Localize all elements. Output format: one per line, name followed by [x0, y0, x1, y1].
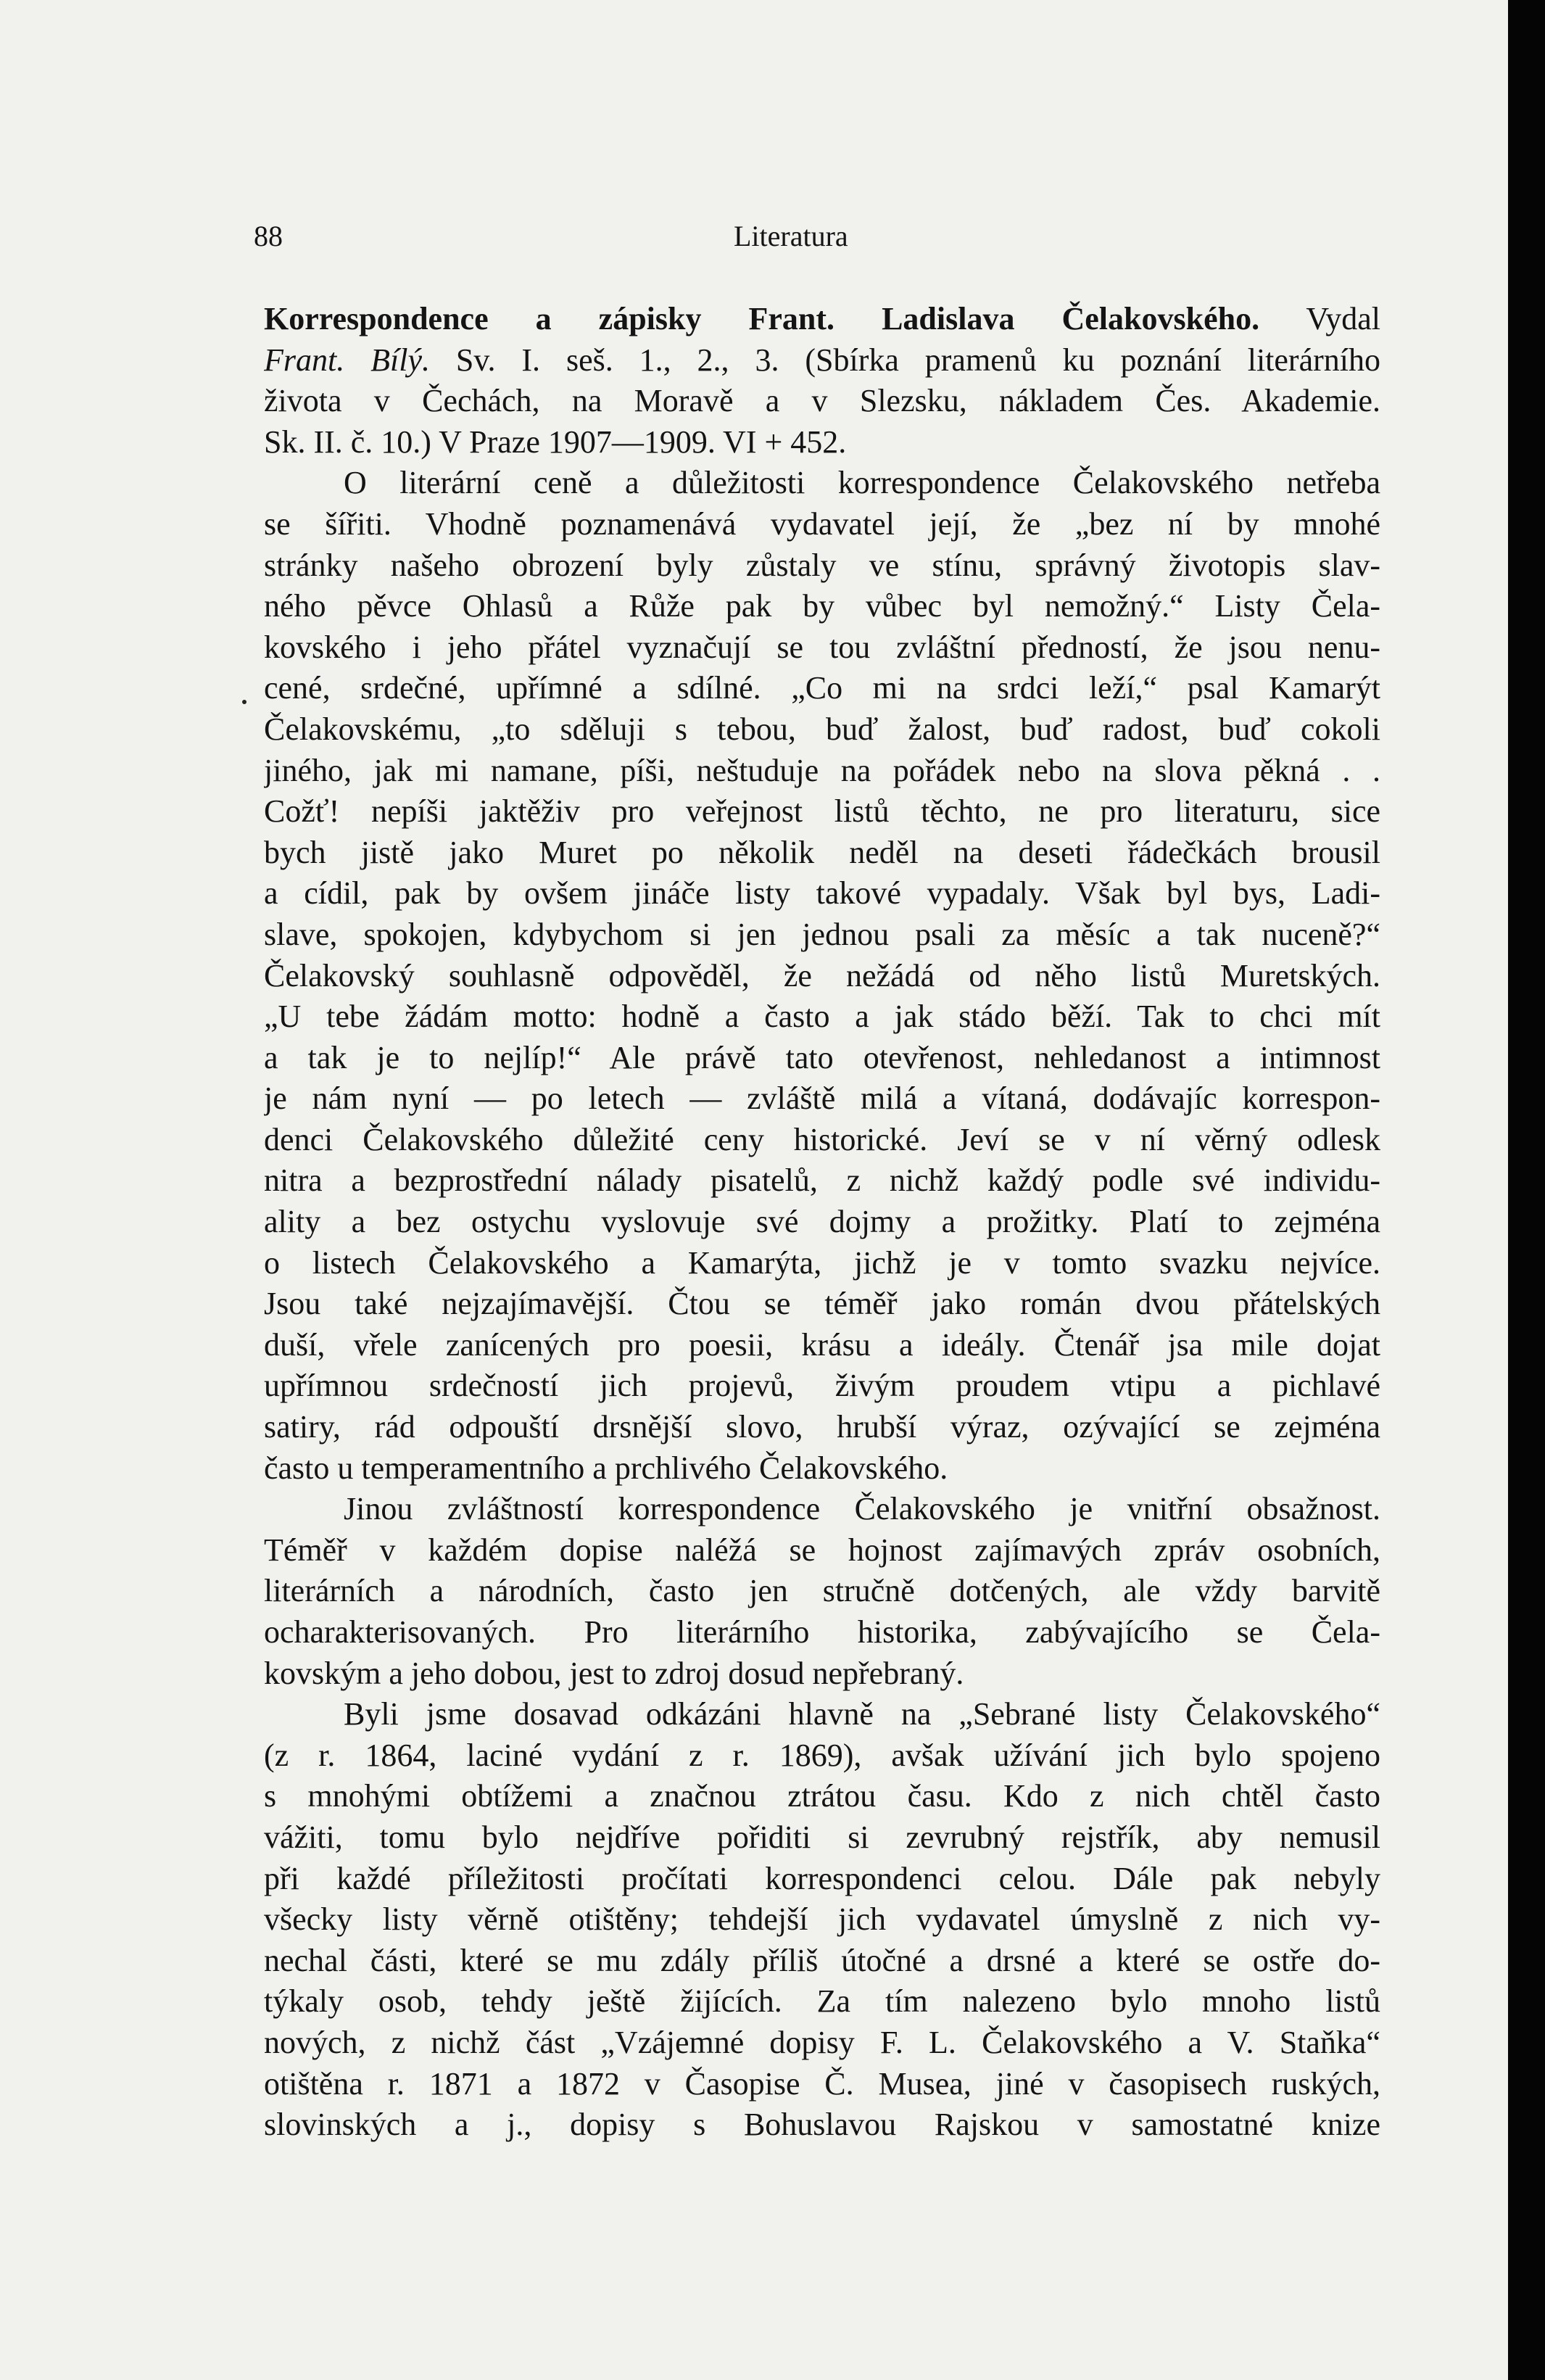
entry-line-1	[264, 340, 1380, 381]
body-line: literárních a národních, často jen stručně dotčených, ale vždy barvitě	[264, 1573, 1380, 1609]
body-line: Čelakovský souhlasně odpověděl, že nežádá od něho listů Muretských.	[264, 957, 1380, 993]
body-line: Jinou zvláštností korrespondence Čelakovského je vnitřní obsažnost.	[344, 1491, 1380, 1527]
body-line: a tak je to nejlíp!“ Ale právě tato otevřenost, nehledanost a intimnost	[264, 1039, 1380, 1075]
body-line: s mnohými obtížemi a značnou ztrátou času. Kdo z nich chtěl často	[264, 1778, 1380, 1814]
body-line: nitra a bezprostřední nálady pisatelů, z nichž každý podle své individu-	[264, 1162, 1380, 1199]
body-line: týkaly osob, tehdy ještě žijících. Za tím nalezeno bylo mnoho listů	[264, 1983, 1380, 2020]
body-line: se šířiti. Vhodně poznamenává vydavatel její, že „bez ní by mnohé	[264, 505, 1380, 542]
body-line: Cožť! nepíši jaktěživ pro veřejnost listů těchto, ne pro literaturu, sice	[264, 793, 1380, 830]
margin-dot	[242, 700, 247, 704]
entry-line-3: Sk. II. č. 10.) V Praze 1907—1909. VI + 452.	[264, 423, 847, 460]
body-line: slave, spokojen, kdybychom si jen jednou psali za měsíc a tak nuceně?“	[264, 916, 1380, 952]
body-line: Byli jsme dosavad odkázáni hlavně na „Sebrané listy Čelakovského“	[344, 1696, 1380, 1732]
body-line: otištěna r. 1871 a 1872 v Časopise Č. Musea, jiné v časopisech ruských,	[264, 2065, 1380, 2102]
entry-line-1-rest: Sv. I. seš. 1., 2., 3. (Sbírka pramenů ku poznání literárního	[429, 342, 1380, 378]
body-line: satiry, rád odpouští drsnější slovo, hrubší výraz, ozývající se zejména	[264, 1409, 1380, 1445]
body-line: Jsou také nejzajímavější. Čtou se téměř jako román dvou přátelských	[264, 1286, 1380, 1322]
body-line: nechal části, které se mu zdály příliš útočné a drsné a které se ostře do-	[264, 1942, 1380, 1978]
body-line: všecky listy věrně otištěny; tehdejší jich vydavatel úmyslně z nich vy-	[264, 1901, 1380, 1938]
body-line: slovinských a j., dopisy s Bohuslavou Rajskou v samostatné knize	[264, 2107, 1380, 2143]
body-line: stránky našeho obrození byly zůstaly ve stínu, správný životopis slav-	[264, 547, 1380, 583]
body-line: ality a bez ostychu vyslovuje své dojmy a prožitky. Platí to zejména	[264, 1204, 1380, 1240]
body-line: jiného, jak mi namane, píši, neštuduje na pořádek nebo na slova pěkná . .	[264, 752, 1380, 788]
body-line: cené, srdečné, upřímné a sdílné. „Co mi na srdci leží,“ psal Kamarýt	[264, 670, 1380, 706]
entry-title-line	[264, 299, 1380, 340]
entry-line-2: života v Čechách, na Moravě a v Slezsku, nákladem Čes. Akademie.	[264, 383, 1380, 419]
body-line: často u temperamentního a prchlivého Čelakovského.	[264, 1450, 948, 1486]
body-line: kovským a jeho dobou, jest to zdroj dosud nepřebraný.	[264, 1655, 964, 1691]
body-line: vážiti, tomu bylo nejdříve pořiditi si zevrubný rejstřík, aby nemusil	[264, 1819, 1380, 1855]
body-line: duší, vřele zanícených pro poesii, krásu a ideály. Čtenář jsa mile dojat	[264, 1326, 1380, 1363]
body-line: denci Čelakovského důležité ceny historické. Jeví se v ní věrný odlesk	[264, 1121, 1380, 1157]
running-head: Literatura	[734, 220, 848, 252]
body-line: a cídil, pak by ovšem jináče listy takové vypadaly. Však byl bys, Ladi-	[264, 875, 1380, 912]
body-line: ocharakterisovaných. Pro literárního historika, zabývajícího se Čela-	[264, 1614, 1380, 1650]
body-line: „U tebe žádám motto: hodně a často a jak stádo běží. Tak to chci mít	[264, 999, 1380, 1035]
entry-editor: Frant. Bílý.	[264, 342, 430, 378]
article-text	[264, 299, 1380, 2146]
body-line: o listech Čelakovského a Kamarýta, jichž je v tomto svazku nejvíce.	[264, 1244, 1380, 1281]
page-number: 88	[254, 220, 283, 252]
body-line: kovského i jeho přátel vyznačují se tou zvláštní předností, že jsou nenu-	[264, 629, 1380, 665]
body-line: Téměř v každém dopise naléžá se hojnost zajímavých zpráv osobních,	[264, 1532, 1380, 1568]
body-line: ného pěvce Ohlasů a Růže pak by vůbec byl nemožný.“ Listy Čela-	[264, 588, 1380, 624]
entry-title-rest: Vydal	[1259, 301, 1380, 336]
scan-dark-border	[1508, 0, 1545, 2380]
body-line: při každé příležitosti pročítati korrespondenci celou. Dále pak nebyly	[264, 1860, 1380, 1896]
body-line: bych jistě jako Muret po několik neděl na deseti řádečkách brousil	[264, 834, 1380, 870]
body-line: upřímnou srdečností jich projevů, živým proudem vtipu a pichlavé	[264, 1368, 1380, 1404]
body-line: nových, z nichž část „Vzájemné dopisy F. L. Čelakovského a V. Staňka“	[264, 2024, 1380, 2060]
body-line: je nám nyní — po letech — zvláště milá a vítaná, dodávajíc korrespon-	[264, 1080, 1380, 1117]
body-line: (z r. 1864, laciné vydání z r. 1869), avšak užívání jich bylo spojeno	[264, 1737, 1380, 1773]
body-line: Čelakovskému, „to sděluji s tebou, buď žalost, buď radost, buď cokoli	[264, 711, 1380, 747]
body-line: O literární ceně a důležitosti korrespondence Čelakovského netřeba	[344, 465, 1380, 501]
entry-title: Korrespondence a zápisky Frant. Ladislava Čelakovského.	[264, 301, 1260, 336]
